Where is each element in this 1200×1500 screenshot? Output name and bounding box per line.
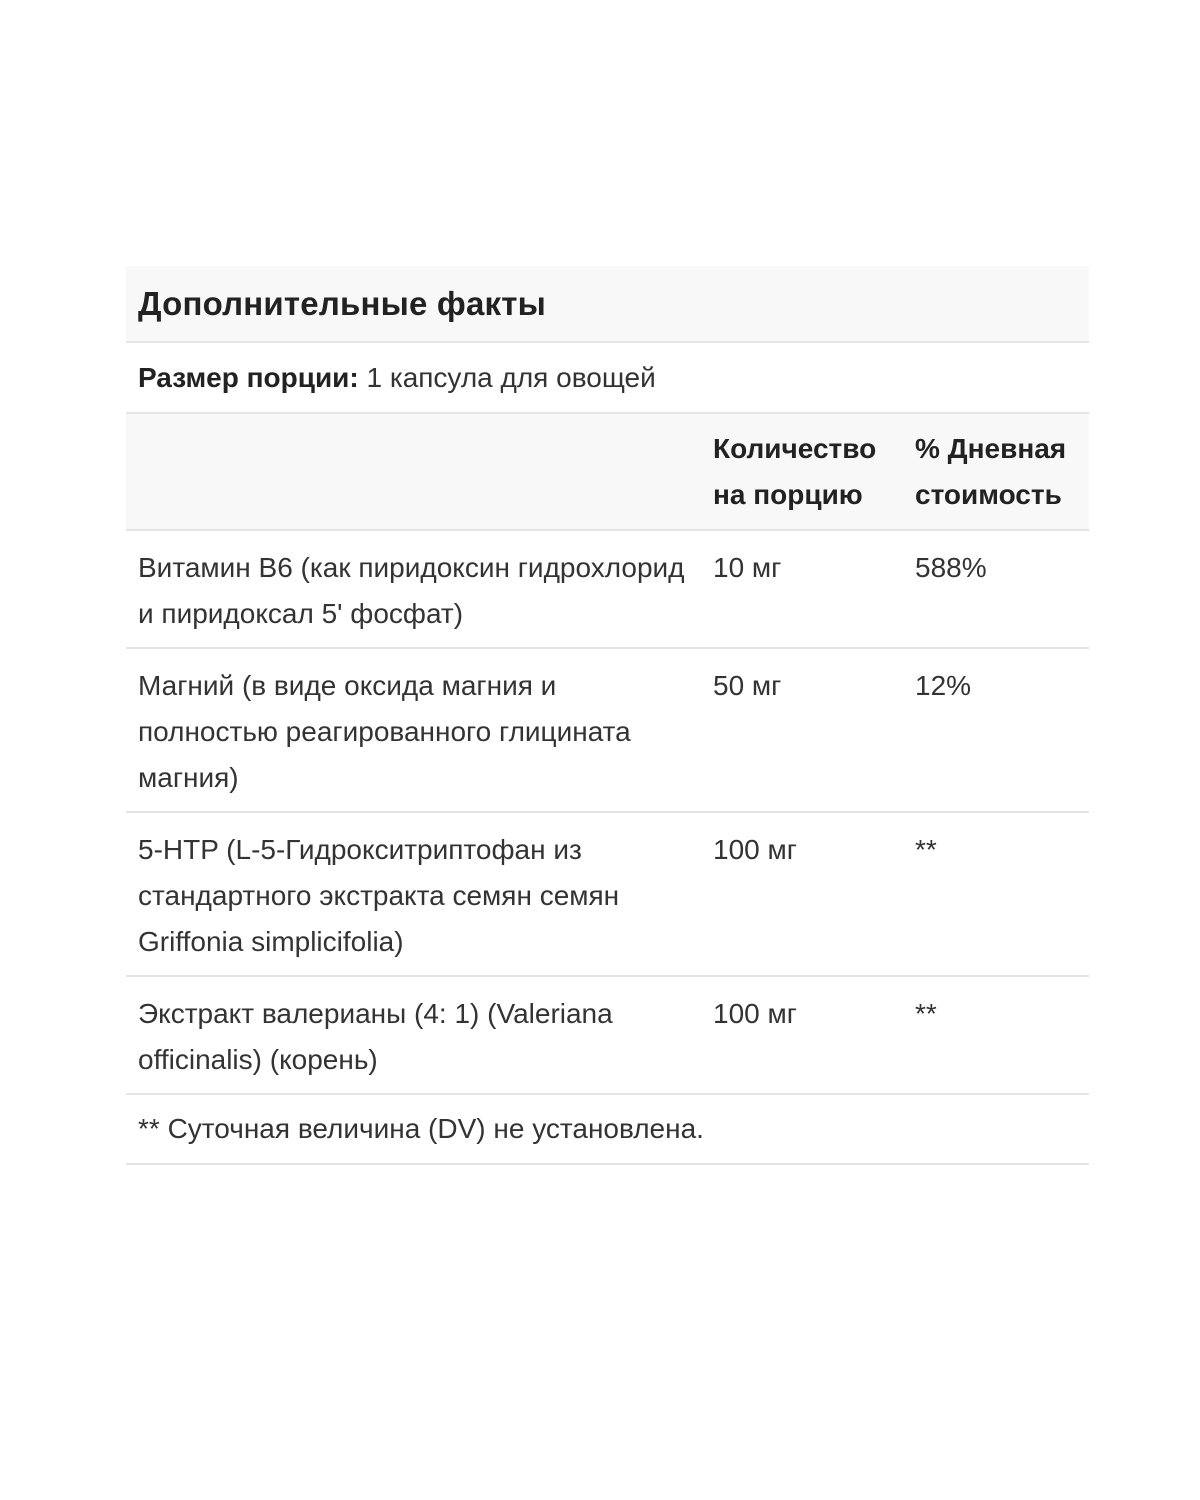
daily-value-footnote: ** Суточная величина (DV) не установлена.	[126, 1095, 1089, 1165]
table-row	[126, 648, 1089, 812]
ingredient-name: 5-HTP (L-5-Гидрокситриптофан из стандартного экстракта семян семян Griffonia simplicifolia)	[126, 812, 701, 976]
ingredient-amount: 50 мг	[701, 648, 904, 812]
ingredient-amount: 100 мг	[701, 812, 904, 976]
ingredient-daily-value: 12%	[904, 648, 1089, 812]
serving-size-value: 1 капсула для овощей	[366, 361, 656, 393]
table-row	[126, 812, 1089, 976]
column-header-name	[126, 414, 701, 530]
column-header-dv-line2: стоимость	[915, 478, 1062, 510]
facts-table	[126, 414, 1089, 1095]
serving-size-label: Размер порции:	[138, 361, 359, 393]
column-header-amount-line1: Количество	[713, 432, 877, 464]
ingredient-amount: 10 мг	[701, 530, 904, 648]
column-header-amount-line2: на порцию	[713, 478, 863, 510]
table-row	[126, 976, 1089, 1094]
ingredient-name: Витамин B6 (как пиридоксин гидрохлорид и пиридоксал 5' фосфат)	[126, 530, 701, 648]
column-header-daily-value	[904, 414, 1089, 530]
ingredient-daily-value: **	[904, 976, 1089, 1094]
table-row	[126, 530, 1089, 648]
ingredient-amount: 100 мг	[701, 976, 904, 1094]
ingredient-daily-value: **	[904, 812, 1089, 976]
facts-title: Дополнительные факты	[138, 284, 547, 322]
ingredient-daily-value: 588%	[904, 530, 1089, 648]
table-header-row	[126, 414, 1089, 530]
ingredient-name: Экстракт валерианы (4: 1) (Valeriana officinalis) (корень)	[126, 976, 701, 1094]
facts-header	[126, 266, 1089, 343]
column-header-dv-line1: % Дневная	[915, 432, 1067, 464]
serving-size-row	[126, 343, 1089, 414]
column-header-amount	[701, 414, 904, 530]
ingredient-name: Магний (в виде оксида магния и полностью реагированного глицината магния)	[126, 648, 701, 812]
supplement-facts-panel	[126, 266, 1089, 1165]
